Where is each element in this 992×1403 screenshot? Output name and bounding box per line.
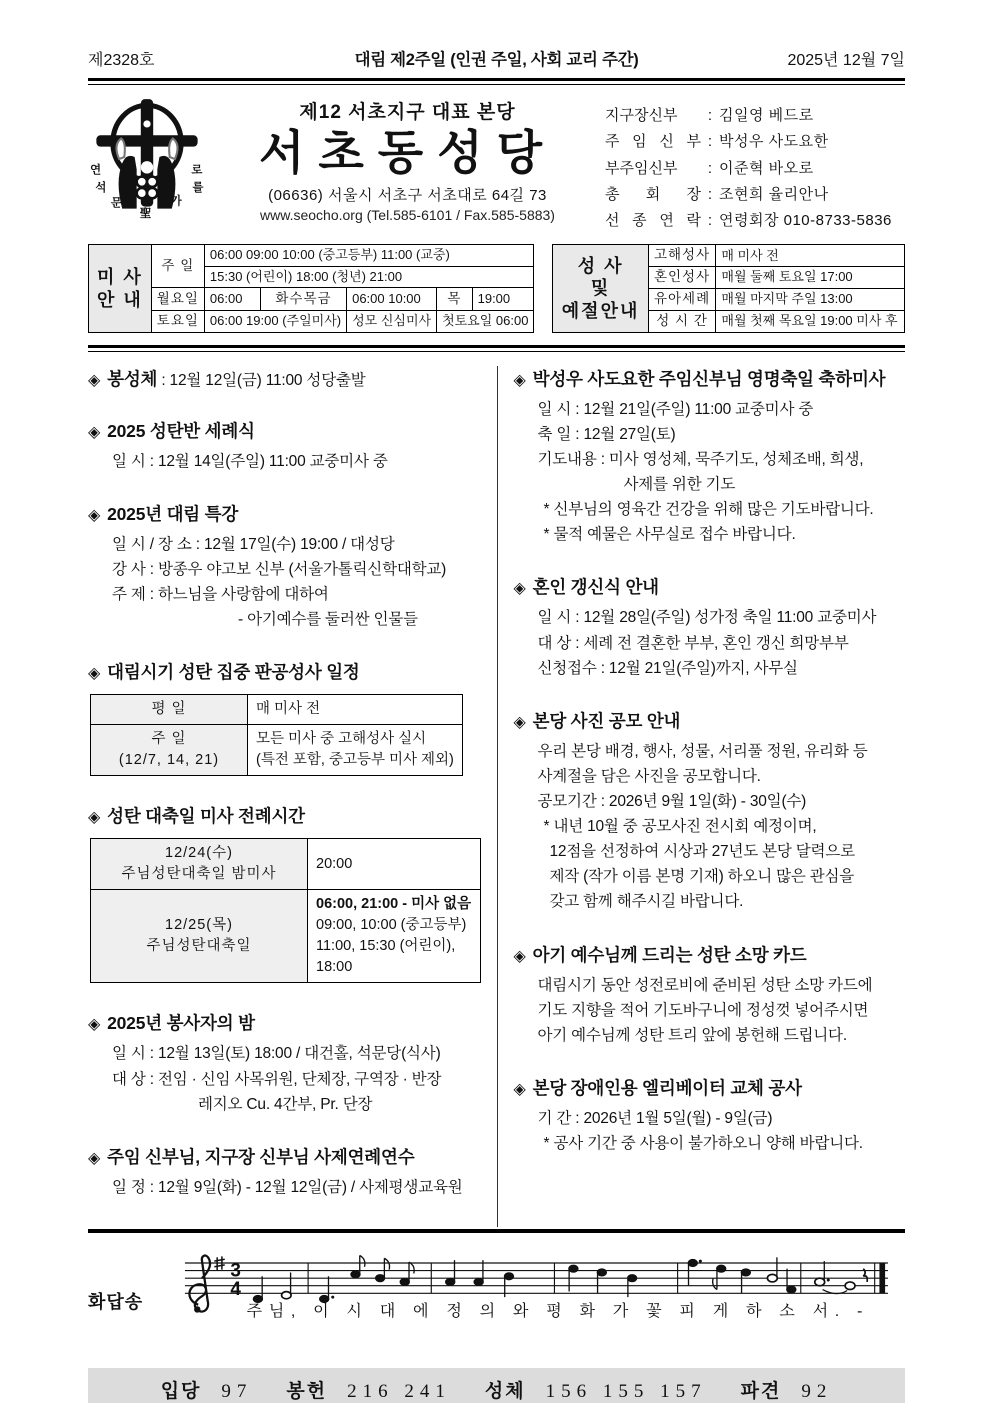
section-title: 본당 사진 공모 안내 bbox=[532, 710, 681, 731]
section-line: 레지오 Cu. 4간부, Pr. 단장 bbox=[198, 1095, 373, 1113]
section-line: 강 사 : 방종우 야고보 신부 (서울가톨릭신학대학교) bbox=[112, 560, 447, 578]
clergy-name: 이준혁 바오로 bbox=[719, 159, 814, 177]
section-inline-text: : 12월 12일(금) 11:00 성당출발 bbox=[157, 371, 366, 389]
monday-label: 월요일 bbox=[151, 288, 204, 310]
tue-fri-label: 화수목금 bbox=[260, 288, 346, 310]
hymn-number: 156 155 157 bbox=[545, 1381, 707, 1403]
clergy-role: 선 종 연 락 bbox=[605, 212, 701, 229]
diamond-bullet-icon: ◈ bbox=[513, 947, 526, 965]
section-line: 사제를 위한 기도 bbox=[623, 476, 736, 494]
church-address: (06636) 서울시 서초구 서초대로 64길 73 bbox=[268, 187, 547, 205]
hymn-label: 성체 bbox=[484, 1381, 526, 1403]
clergy-name: 조현희 율리안나 bbox=[719, 185, 829, 203]
colon: : bbox=[707, 107, 713, 124]
diamond-bullet-icon: ◈ bbox=[88, 371, 101, 389]
church-name: 서초동성당 bbox=[258, 126, 556, 179]
section-line: 제작 (작가 이름 본명 기재) 하오니 많은 관심을 bbox=[549, 868, 855, 886]
cross-hands-logo-icon bbox=[88, 95, 206, 219]
section-title: 대림시기 성탄 집중 판공성사 일정 bbox=[107, 662, 360, 683]
section-line: 일 시 : 12월 28일(주일) 성가정 축일 11:00 교중미사 bbox=[537, 609, 877, 627]
section-confession-schedule bbox=[88, 659, 481, 776]
diamond-bullet-icon: ◈ bbox=[88, 506, 101, 524]
section-title: 혼인 갱신식 안내 bbox=[532, 577, 659, 598]
saturday-label: 토요일 bbox=[151, 310, 204, 332]
saturday-time: 06:00 19:00 (주일미사) bbox=[204, 310, 346, 332]
section-line: * 신부님의 영육간 건강을 위해 많은 기도바랍니다. bbox=[543, 501, 874, 519]
section-line: 대림시기 동안 성전로비에 준비된 성탄 소망 카드에 bbox=[537, 976, 873, 994]
hymn-label: 봉헌 bbox=[286, 1381, 328, 1403]
clergy-row bbox=[605, 182, 905, 208]
section-line: 아기 예수님께 성탄 트리 앞에 봉헌해 드립니다. bbox=[537, 1026, 847, 1044]
responsorial-psalm bbox=[88, 1251, 905, 1352]
section-line: * 물적 예물은 사무실로 접수 바랍니다. bbox=[543, 526, 796, 544]
thursday-time: 19:00 bbox=[472, 288, 534, 310]
svg-text:로: 로 bbox=[191, 164, 203, 177]
svg-text:3: 3 bbox=[230, 1260, 241, 1282]
right-column bbox=[497, 366, 906, 1227]
sunday-text: 모든 미사 중 고해성사 실시 (특전 포함, 중고등부 미사 제외) bbox=[248, 725, 463, 776]
svg-text:聖: 聖 bbox=[139, 207, 152, 219]
clergy-name: 연령회장 010-8733-5836 bbox=[719, 212, 892, 229]
clergy-row bbox=[605, 156, 905, 182]
section-line: 일 시 : 12월 13일(토) 18:00 / 대건홀, 석문당(식사) bbox=[112, 1045, 441, 1063]
svg-text:가: 가 bbox=[170, 195, 182, 208]
hymn-number: 92 bbox=[801, 1381, 833, 1403]
section-line: 기도내용 : 미사 영성체, 묵주기도, 성체조배, 희생, bbox=[537, 450, 864, 468]
christmas-eve-label: 12/24(수) 주님성탄대축일 밤미사 bbox=[91, 839, 308, 890]
hymn-offertory bbox=[286, 1376, 450, 1403]
sacrament-table bbox=[552, 244, 905, 333]
colon: : bbox=[707, 159, 713, 177]
thursday-label: 목 bbox=[437, 288, 473, 310]
christmas-mass-table bbox=[90, 838, 481, 983]
music-staff-icon bbox=[166, 1251, 905, 1347]
mass-schedule-table bbox=[88, 244, 534, 333]
issue-number: 제2328호 bbox=[88, 52, 155, 69]
page-header bbox=[88, 46, 905, 70]
weekday-text: 매 미사 전 bbox=[248, 695, 463, 725]
sunday-times-2: 15:30 (어린이) 18:00 (청년) 21:00 bbox=[204, 266, 534, 288]
section-line: 사계절을 담은 사진을 공모합니다. bbox=[537, 767, 761, 785]
sunday-label: 주 일 bbox=[151, 245, 204, 288]
columns-bottom-divider bbox=[88, 1229, 905, 1233]
sacrament-time: 매월 둘째 토요일 17:00 bbox=[716, 267, 905, 289]
section-marriage-renewal bbox=[514, 574, 906, 680]
colon: : bbox=[707, 212, 713, 229]
left-column bbox=[88, 366, 497, 1227]
section-title: 2025년 봉사자의 밤 bbox=[107, 1013, 255, 1034]
svg-text:를: 를 bbox=[192, 182, 204, 195]
section-title: 2025년 대림 특강 bbox=[107, 503, 239, 524]
section-baptism bbox=[88, 418, 481, 474]
bulletin-date: 2025년 12월 7일 bbox=[787, 52, 905, 69]
section-title: 2025 성탄반 세례식 bbox=[107, 420, 255, 441]
section-line: 갖고 함께 해주시길 바랍니다. bbox=[549, 893, 744, 911]
section-title: 아기 예수님께 드리는 성탄 소망 카드 bbox=[532, 944, 807, 965]
christmas-eve-time: 20:00 bbox=[308, 839, 481, 890]
hymn-label: 파견 bbox=[740, 1381, 782, 1403]
hymn-number: 97 bbox=[221, 1381, 253, 1403]
section-viaticum bbox=[88, 366, 481, 391]
section-line: 주 제 : 하느님을 사랑함에 대하여 bbox=[112, 586, 329, 604]
tue-fri-time: 06:00 10:00 bbox=[347, 288, 437, 310]
hymn-numbers-bar bbox=[88, 1368, 905, 1403]
sacrament-table-header: 성 사 및 예절안내 bbox=[553, 245, 648, 333]
section-line: 12점을 선정하여 시상과 27년도 본당 달력으로 bbox=[549, 843, 855, 861]
section-christmas-mass bbox=[88, 803, 481, 983]
section-photo-contest bbox=[514, 708, 906, 915]
clergy-name: 김일영 베드로 bbox=[719, 107, 814, 124]
diamond-bullet-icon: ◈ bbox=[88, 809, 101, 827]
section-line: 공모기간 : 2026년 9월 1일(화) - 30일(수) bbox=[537, 792, 807, 810]
bulletin-week-title: 대림 제2주일 (인권 주일, 사회 교리 주간) bbox=[354, 51, 639, 69]
sacrament-time: 매월 마지막 주일 13:00 bbox=[716, 289, 905, 311]
mass-table-header: 미 사 안 내 bbox=[89, 245, 152, 333]
masthead-center bbox=[210, 95, 605, 234]
svg-text:4: 4 bbox=[230, 1279, 241, 1301]
section-line: 대 상 : 세례 전 결혼한 부부, 혼인 갱신 희망부부 bbox=[537, 634, 849, 652]
saturday-note: 성모 신심미사 bbox=[347, 310, 437, 332]
hymn-label: 입당 bbox=[160, 1381, 202, 1403]
weekday-label: 평 일 bbox=[91, 695, 248, 725]
diamond-bullet-icon: ◈ bbox=[513, 713, 526, 731]
treble-clef-icon bbox=[189, 1255, 210, 1312]
section-line: 일 시 / 장 소 : 12월 17일(수) 19:00 / 대성당 bbox=[112, 535, 395, 553]
section-elevator-construction bbox=[514, 1075, 906, 1156]
section-title: 봉성체 bbox=[107, 368, 158, 389]
section-divider bbox=[88, 345, 905, 352]
sacrament-name: 고해성사 bbox=[648, 245, 716, 267]
confession-table bbox=[90, 694, 463, 776]
district-title: 제12 서초지구 대표 본당 bbox=[299, 102, 516, 123]
diamond-bullet-icon: ◈ bbox=[88, 1149, 101, 1167]
masthead bbox=[88, 95, 905, 234]
diamond-bullet-icon: ◈ bbox=[88, 423, 101, 441]
clergy-row bbox=[605, 208, 905, 234]
section-line: 기 간 : 2026년 1월 5일(월) - 9일(금) bbox=[537, 1109, 773, 1127]
diamond-bullet-icon: ◈ bbox=[88, 665, 101, 683]
sunday-label: 주 일 (12/7, 14, 21) bbox=[91, 725, 248, 776]
section-line: 축 일 : 12월 27일(토) bbox=[537, 425, 676, 443]
section-advent-lecture bbox=[88, 501, 481, 632]
clergy-role: 부주임신부 bbox=[605, 159, 678, 177]
christmas-day-times: 06:00, 21:00 - 미사 없음 09:00, 10:00 (중고등부) 11:00, 15:30 (어린이), 18:00 bbox=[308, 890, 481, 983]
section-title: 주임 신부님, 지구장 신부님 사제연례연수 bbox=[107, 1146, 415, 1167]
hymn-communion bbox=[485, 1376, 707, 1403]
section-line: 일 시 : 12월 14일(주일) 11:00 교중미사 중 bbox=[112, 452, 388, 470]
music-notation bbox=[166, 1251, 905, 1352]
sunday-times-1: 06:00 09:00 10:00 (중고등부) 11:00 (교중) bbox=[204, 245, 534, 267]
section-line: 일 정 : 12월 9일(화) - 12월 12일(금) / 사제평생교육원 bbox=[112, 1178, 463, 1196]
section-line: 대 상 : 전임 · 신임 사목위원, 단체장, 구역장 · 반장 bbox=[112, 1070, 442, 1088]
clergy-name: 박성우 사도요한 bbox=[719, 133, 829, 151]
clergy-role: 주 임 신 부 bbox=[605, 133, 701, 151]
section-title: 본당 장애인용 엘리베이터 교체 공사 bbox=[532, 1077, 802, 1098]
sacrament-name: 유아세례 bbox=[648, 289, 716, 311]
clergy-row bbox=[605, 103, 905, 129]
church-contact: www.seocho.org (Tel.585-6101 / Fax.585-5883) bbox=[260, 207, 555, 224]
section-volunteers-night bbox=[88, 1010, 481, 1116]
section-line: - 아기예수를 둘러싼 인물들 bbox=[238, 611, 418, 629]
hymn-dismissal bbox=[741, 1376, 833, 1403]
hymn-number: 216 241 bbox=[347, 1381, 451, 1403]
colon: : bbox=[707, 185, 713, 203]
diamond-bullet-icon: ◈ bbox=[513, 1080, 526, 1098]
schedule-tables bbox=[88, 244, 905, 333]
clergy-role: 총 회 장 bbox=[605, 185, 701, 203]
sacrament-time: 매 미사 전 bbox=[716, 245, 905, 267]
section-line: * 내년 10월 중 공모사진 전시회 예정이며, bbox=[543, 818, 817, 836]
section-line: 일 시 : 12월 21일(주일) 11:00 교중미사 중 bbox=[537, 400, 814, 418]
diamond-bullet-icon: ◈ bbox=[513, 580, 526, 598]
announcement-columns bbox=[88, 366, 905, 1227]
christmas-day-label: 12/25(목) 주님성탄대축일 bbox=[91, 890, 308, 983]
svg-text:석: 석 bbox=[95, 182, 107, 195]
diamond-bullet-icon: ◈ bbox=[513, 371, 526, 389]
section-line: 기도 지향을 적어 기도바구니에 정성껏 넣어주시면 bbox=[537, 1001, 869, 1019]
section-title: 성탄 대축일 미사 전례시간 bbox=[107, 806, 305, 827]
sacrament-time: 매월 첫째 목요일 19:00 미사 후 bbox=[716, 310, 905, 332]
header-divider bbox=[88, 78, 905, 85]
section-line: 우리 본당 배경, 행사, 성물, 서리풀 정원, 유리화 등 bbox=[537, 742, 868, 760]
responsorial-label: 화답송 bbox=[88, 1292, 144, 1313]
section-line: 신청접수 : 12월 21일(주일)까지, 사무실 bbox=[537, 659, 798, 677]
clergy-role: 지구장신부 bbox=[605, 107, 678, 124]
svg-text:문: 문 bbox=[110, 197, 122, 210]
first-saturday: 첫토요일 06:00 bbox=[437, 310, 534, 332]
clergy-list bbox=[605, 95, 905, 234]
sacrament-name: 혼인성사 bbox=[648, 267, 716, 289]
church-logo bbox=[88, 95, 210, 234]
section-priest-training bbox=[88, 1144, 481, 1200]
diamond-bullet-icon: ◈ bbox=[88, 1016, 101, 1034]
monday-time: 06:00 bbox=[204, 288, 260, 310]
lyrics-text: 주님, 이 시 대 에 정 의 와 평 화 가 꽃 피 게 하 소 서. - bbox=[246, 1301, 863, 1320]
clergy-row bbox=[605, 129, 905, 155]
colon: : bbox=[707, 133, 713, 151]
svg-text:연: 연 bbox=[90, 164, 102, 177]
hymn-entrance bbox=[161, 1376, 253, 1403]
sacrament-name: 성 시 간 bbox=[648, 310, 716, 332]
section-feast-day-mass bbox=[514, 366, 906, 548]
section-line: * 공사 기간 중 사용이 불가하오니 양해 바랍니다. bbox=[543, 1134, 863, 1152]
section-wish-cards bbox=[514, 942, 906, 1048]
section-title: 박성우 사도요한 주임신부님 영명축일 축하미사 bbox=[532, 368, 886, 389]
